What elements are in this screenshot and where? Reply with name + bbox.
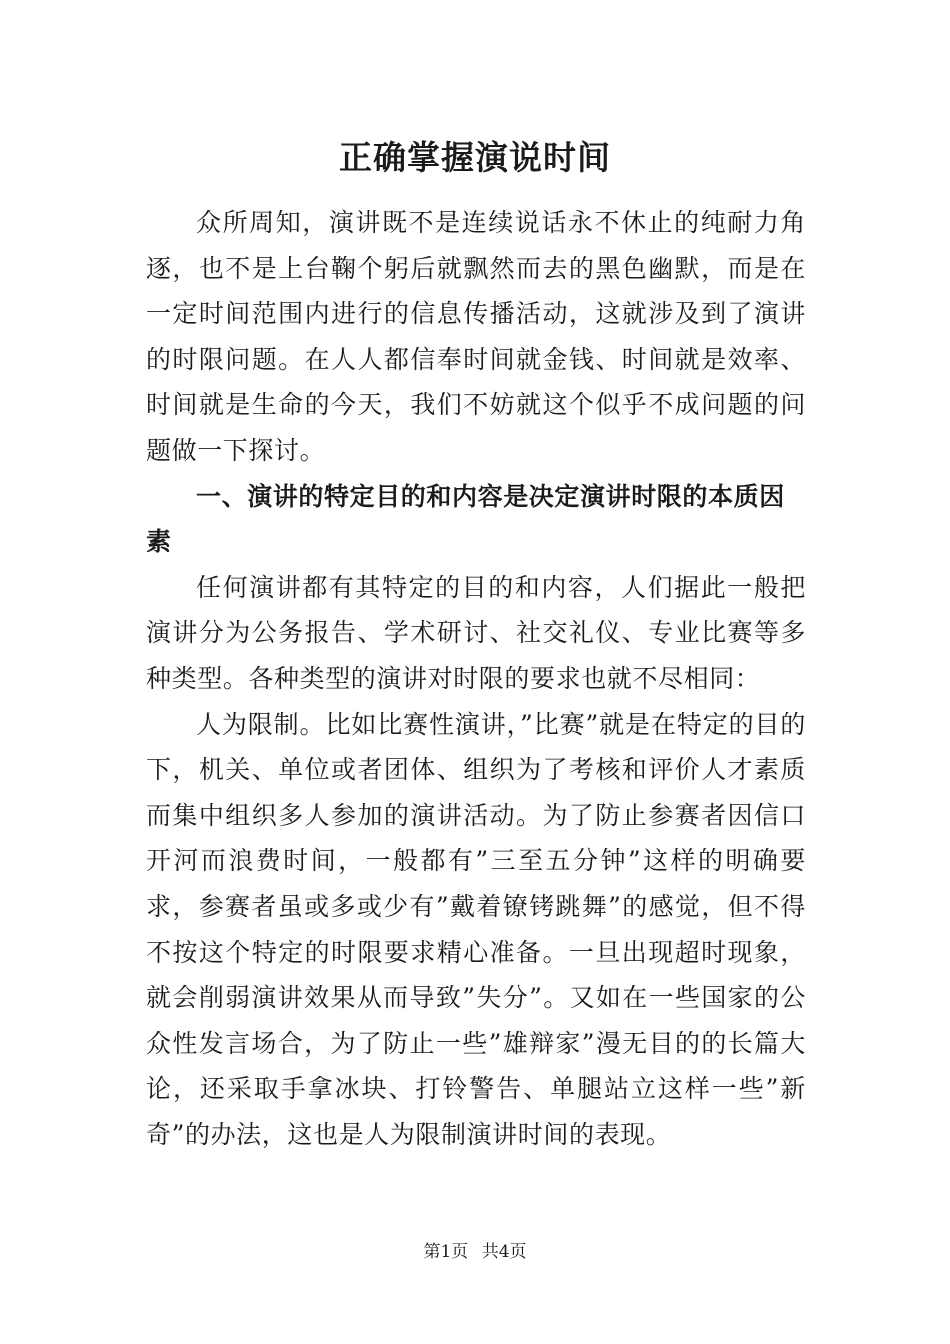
- section-heading-1: 一、演讲的特定目的和内容是决定演讲时限的本质因素: [146, 481, 785, 557]
- paragraph-types: 任何演讲都有其特定的目的和内容，人们据此一般把演讲分为公务报告、学术研讨、社交礼仪、专业比赛等多种类型。各种类型的演讲对时限的要求也就不尽相同：: [146, 572, 806, 693]
- page-footer: [0, 1240, 950, 1264]
- paragraph-intro: 众所周知，演讲既不是连续说话永不休止的纯耐力角逐，也不是上台鞠个躬后就飘然而去的黑色幽默，而是在一定时间范围内进行的信息传播活动，这就涉及到了演讲的时限问题。在人人都信奉时间就金钱、时间就是效率、时间就是生命的今天，我们不妨就这个似乎不成问题的问题做一下探讨。: [146, 208, 806, 465]
- document-body: [146, 200, 806, 1157]
- document-title: 正确掌握演说时间: [339, 138, 611, 177]
- page-number: 第1页: [423, 1242, 469, 1262]
- paragraph-artificial-limit: 人为限制。比如比赛性演讲，”比赛”就是在特定的目的下，机关、单位或者团体、组织为了考核和评价人才素质而集中组织多人参加的演讲活动。为了防止参赛者因信口开河而浪费时间，一般都有”三至五分钟”这样的明确要求，参赛者虽或多或少有”戴着镣铐跳舞”的感觉，但不得不按这个特定的时限要求精心准备。一旦出现超时现象，就会削弱演讲效果从而导致”失分”。又如在一些国家的公众性发言场合，为了防止一些”雄辩家”漫无目的的长篇大论，还采取手拿冰块、打铃警告、单腿站立这样一些”新奇”的办法，这也是人为限制演讲时间的表现。: [146, 709, 806, 1149]
- page-total: 共4页: [481, 1242, 527, 1262]
